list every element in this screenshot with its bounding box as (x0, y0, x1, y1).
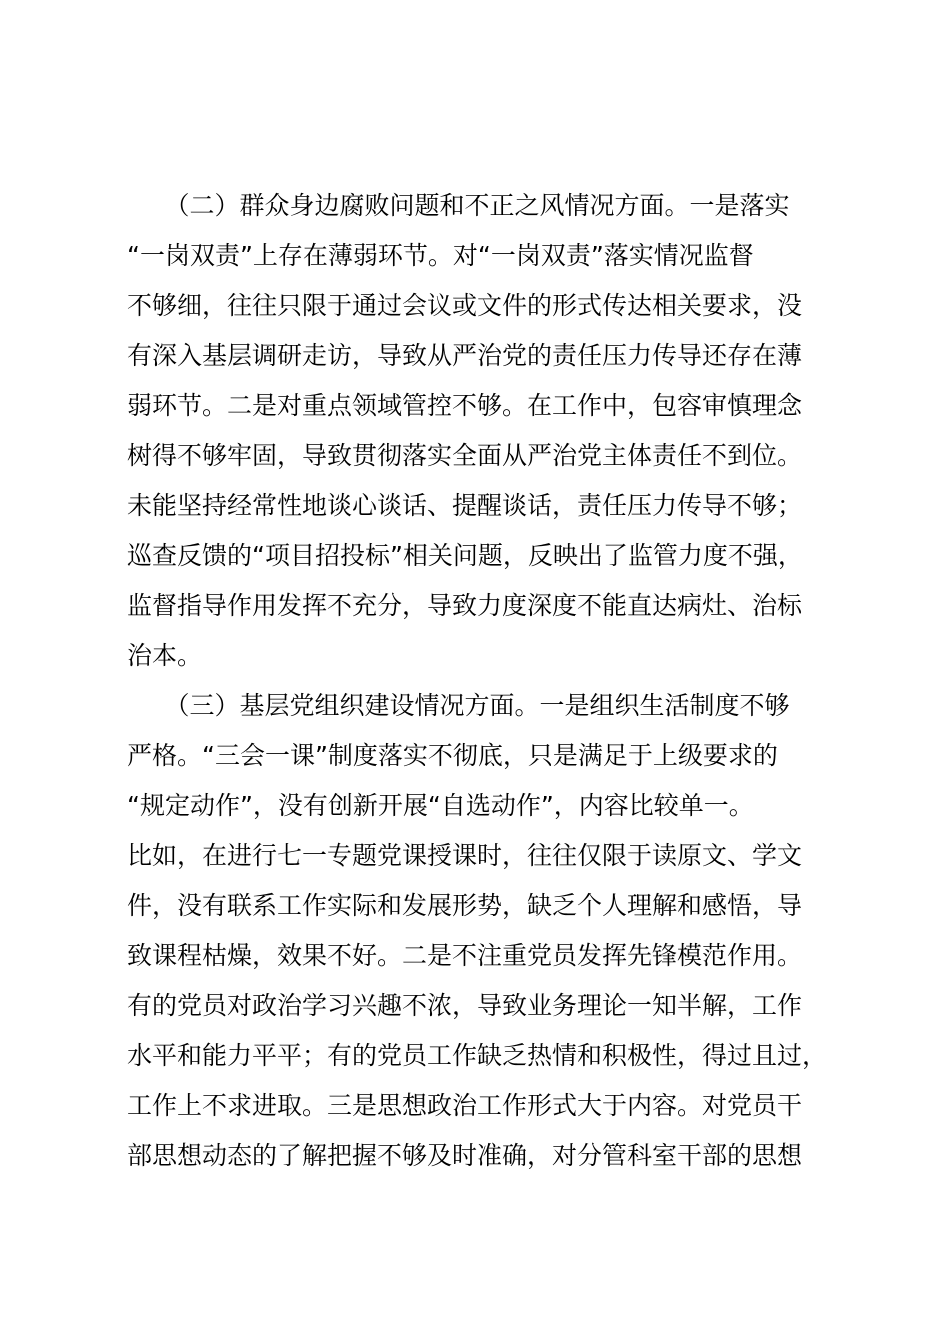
text-line: 监督指导作用发挥不充分，导致力度深度不能直达病灶、治标 (127, 591, 803, 620)
text-line: “一岗双责”上存在薄弱环节。对“一岗双责”落实情况监督 (127, 241, 754, 270)
text-line: 严格。“三会一课”制度落实不彻底，只是满足于上级要求的 (127, 741, 778, 770)
text-line: “规定动作”，没有创新开展“自选动作”，内容比较单一。 (127, 791, 754, 820)
text-line: 治本。 (127, 641, 203, 670)
text-line: 件，没有联系工作实际和发展形势，缺乏个人理解和感悟，导 (127, 891, 803, 920)
text-line: 比如，在进行七一专题党课授课时，往往仅限于读原文、学文 (127, 841, 803, 870)
text-line: 巡查反馈的“项目招投标”相关问题，反映出了监管力度不强， (127, 541, 803, 570)
text-line: 未能坚持经常性地谈心谈话、提醒谈话，责任压力传导不够； (127, 491, 803, 520)
text-line: 有深入基层调研走访，导致从严治党的责任压力传导还存在薄 (127, 341, 803, 370)
text-line: 树得不够牢固，导致贯彻落实全面从严治党主体责任不到位。 (127, 441, 803, 470)
text-line: 弱环节。二是对重点领域管控不够。在工作中，包容审慎理念 (127, 391, 803, 420)
text-line: 水平和能力平平；有的党员工作缺乏热情和积极性，得过且过， (127, 1041, 828, 1070)
document-body (127, 181, 831, 1181)
text-line: （三）基层党组织建设情况方面。一是组织生活制度不够 (127, 691, 790, 720)
text-line: （二）群众身边腐败问题和不正之风情况方面。一是落实 (127, 191, 790, 220)
text-line: 工作上不求进取。三是思想政治工作形式大于内容。对党员干 (127, 1091, 803, 1120)
text-line: 有的党员对政治学习兴趣不浓，导致业务理论一知半解，工作 (127, 991, 803, 1020)
text-line: 不够细，往往只限于通过会议或文件的形式传达相关要求，没 (127, 291, 803, 320)
text-line: 部思想动态的了解把握不够及时准确，对分管科室干部的思想 (127, 1141, 803, 1170)
text-line: 致课程枯燥，效果不好。二是不注重党员发挥先锋模范作用。 (127, 941, 803, 970)
